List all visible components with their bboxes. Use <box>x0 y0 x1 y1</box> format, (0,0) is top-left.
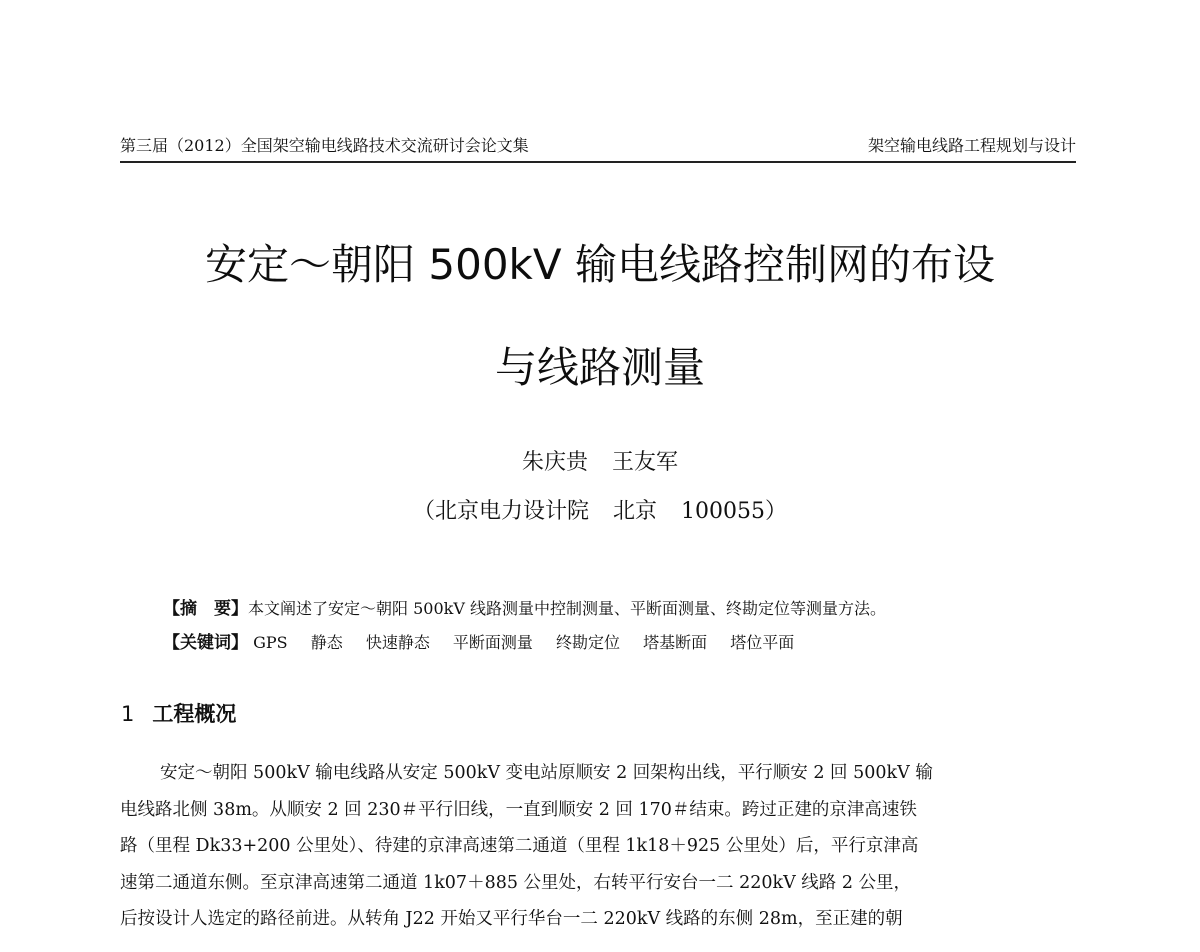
section-title: 工程概况 <box>152 702 237 726</box>
abstract-label: 【摘 要】 <box>163 599 248 619</box>
affiliation-city: 北京 <box>613 499 658 524</box>
author-name: 朱庆贵 <box>521 450 588 475</box>
journal-name: 第三届（2012）全国架空输电线路技术交流研讨会论文集 <box>120 136 529 155</box>
affiliation <box>0 497 1200 527</box>
keywords <box>163 632 812 654</box>
paper-title-line-2: 与线路测量 <box>494 343 705 392</box>
section-category: 架空输电线路工程规划与设计 <box>867 136 1076 155</box>
running-header <box>120 135 1076 163</box>
keyword: 终勘定位 <box>556 633 621 652</box>
section-number: 1 <box>121 702 135 726</box>
keywords-label: 【关键词】 <box>163 633 248 653</box>
abstract-text: 本文阐述了安定～朝阳 500kV 线路测量中控制测量、平断面测量、终勘定位等测量方法。 <box>248 599 886 618</box>
body-line: 后按设计人选定的路径前进。从转角 J22 开始又平行华台一二 220kV 线路的东侧 28m，至正建的朝 <box>120 909 903 929</box>
keyword: 快速静态 <box>365 633 430 652</box>
affiliation-open-paren: （ <box>412 499 435 524</box>
abstract <box>163 598 886 620</box>
section-heading <box>121 700 236 728</box>
body-line: 安定～朝阳 500kV 输电线路从安定 500kV 变电站原顺安 2 回架构出线，平行顺安 2 回 500kV 输 <box>160 763 933 783</box>
section-body <box>120 755 1076 938</box>
affiliation-institute: 北京电力设计院 <box>434 499 589 524</box>
keyword: 塔位平面 <box>730 633 795 652</box>
body-line: 速第二通道东侧。至京津高速第二通道 1k07＋885 公里处，右转平行安台一二 220kV 线路 2 公里， <box>120 872 912 893</box>
body-line: 路（里程 Dk33+200 公里处）、待建的京津高速第二通道（里程 1k18＋925 公里处）后，平行京津高 <box>120 836 919 856</box>
keyword: 塔基断面 <box>643 633 708 652</box>
affiliation-postcode: 100055 <box>681 499 765 524</box>
paper-title-line-1: 安定～朝阳 500kV 输电线路控制网的布设 <box>205 240 995 289</box>
keyword: 静态 <box>310 633 343 652</box>
author-name: 王友军 <box>612 450 679 475</box>
keyword: GPS <box>253 633 288 652</box>
author-list <box>0 448 1200 478</box>
affiliation-close-paren: ） <box>765 499 788 524</box>
keyword: 平断面测量 <box>452 633 533 652</box>
body-line: 电线路北侧 38m。从顺安 2 回 230＃平行旧线，一直到顺安 2 回 170＃结束。跨过正建的京津高速铁 <box>120 799 917 820</box>
